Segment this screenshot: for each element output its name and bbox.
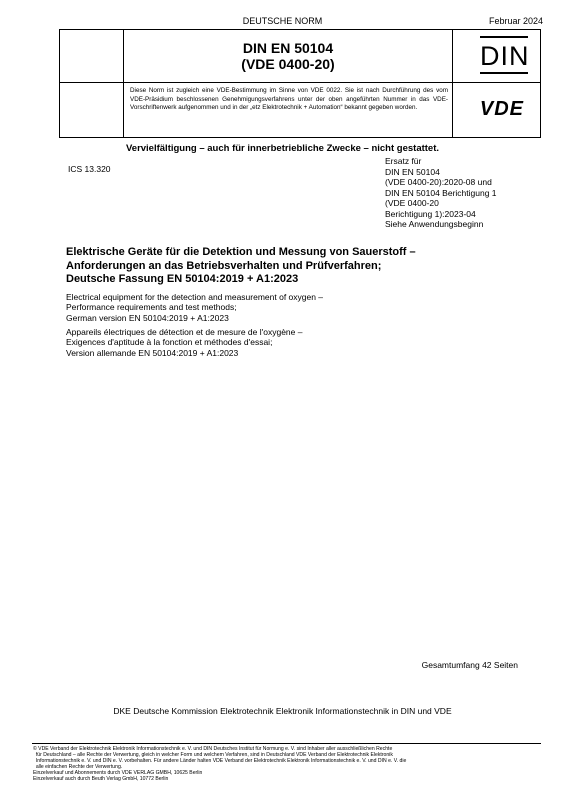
- replacement-line: DIN EN 50104 Berichtigung 1: [385, 187, 497, 198]
- divider-right: [452, 30, 453, 82]
- replacement-line: (VDE 0400-20: [385, 198, 439, 208]
- replacement-line: Ersatz für: [385, 156, 422, 166]
- standard-vde-number: (VDE 0400-20): [241, 56, 335, 72]
- issue-date: Februar 2024: [488, 16, 543, 26]
- title-english: [66, 292, 506, 323]
- title-line: Exigences d'aptitude à la fonction et méthodes d'essai;: [66, 337, 273, 348]
- copyright-line: für Deutschland – alle Rechte der Verwertung, gleich in welcher Form und welchem Verfahren, sind in Deutschland VDE Verband der Elektrotechnik Elektronik: [33, 752, 393, 759]
- divider-left: [123, 30, 124, 82]
- replacement-line: DIN EN 50104: [385, 166, 440, 177]
- title-line: German version EN 50104:2019 + A1:2023: [66, 312, 229, 323]
- title-box: [59, 29, 541, 83]
- title-line: Version allemande EN 50104:2019 + A1:2023: [66, 347, 239, 358]
- standard-number: DIN EN 50104: [242, 40, 334, 56]
- title-line: Anforderungen an das Betriebsverhalten und Prüfverfahren;: [66, 259, 382, 272]
- copyright-line: © VDE Verband der Elektrotechnik Elektronik Informationstechnik e. V. und DIN Deutsches Institut für Normung e. V. sind Inhaber aller ausschließlichen Rechte: [33, 746, 393, 752]
- replacement-info: [385, 156, 545, 230]
- title-line: Elektrische Geräte für die Detektion und Messung von Sauerstoff –: [66, 246, 416, 258]
- replacement-line: (VDE 0400-20):2020-08 und: [385, 177, 492, 187]
- total-pages: Gesamtumfang 42 Seiten: [421, 660, 518, 670]
- document-category: DEUTSCHE NORM: [242, 16, 323, 26]
- copyright-line: alle einfachen Rechte der Verwertung.: [33, 764, 123, 771]
- divider-left: [123, 82, 124, 137]
- copyright-line: Einzelverkauf und Abonnements durch VDE VERLAG GMBH, 10625 Berlin: [33, 770, 203, 777]
- title-german: [66, 246, 496, 287]
- din-logo-text: DIN: [480, 41, 530, 71]
- title-line: Performance requirements and test methods;: [66, 302, 237, 313]
- reproduction-notice: Vervielfältigung – auch für innerbetriebliche Zwecke – nicht gestattet.: [125, 143, 440, 154]
- footer-divider: [32, 743, 541, 744]
- notice-box: [59, 82, 541, 138]
- divider-right: [452, 82, 453, 137]
- copyright-line: Informationstechnik e. V. und DIN e. V. vorbehalten. Für andere Länder halten VDE Verband der Elektrotechnik Elektronik Informationstechnik e. V. und DIN e. V. die: [33, 758, 407, 765]
- copyright-notice: [33, 746, 541, 783]
- title-line: Deutsche Fassung EN 50104:2019 + A1:2023: [66, 273, 299, 285]
- title-french: [66, 327, 506, 358]
- replacement-line: Berichtigung 1):2023-04: [385, 208, 476, 219]
- replacement-line: Siehe Anwendungsbeginn: [385, 219, 484, 229]
- vde-logo: VDE: [479, 98, 524, 120]
- title-line: Appareils électriques de détection et de mesure de l'oxygène –: [66, 327, 303, 337]
- dke-line: DKE Deutsche Kommission Elektrotechnik Elektronik Informationstechnik in DIN und VDE: [113, 706, 452, 716]
- vde-notice: Diese Norm ist zugleich eine VDE-Bestimmung im Sinne von VDE 0022. Sie ist nach Durchführung des vom VDE-Präsidium beschlossenen Genehmigungsverfahrens unter der oben angeführten Nummer in das VDE-Vorschriftenwerk aufgenommen und in der „etz Elektrotechnik + Automation“ bekannt gegeben worden.: [130, 87, 448, 112]
- ics-code: ICS 13.320: [68, 164, 111, 174]
- standard-title: [126, 40, 450, 72]
- din-logo: [480, 36, 528, 76]
- title-line: Electrical equipment for the detection and measurement of oxygen –: [66, 292, 324, 302]
- copyright-line: Einzelverkauf auch durch Beuth Verlag GmbH, 10772 Berlin: [33, 776, 169, 783]
